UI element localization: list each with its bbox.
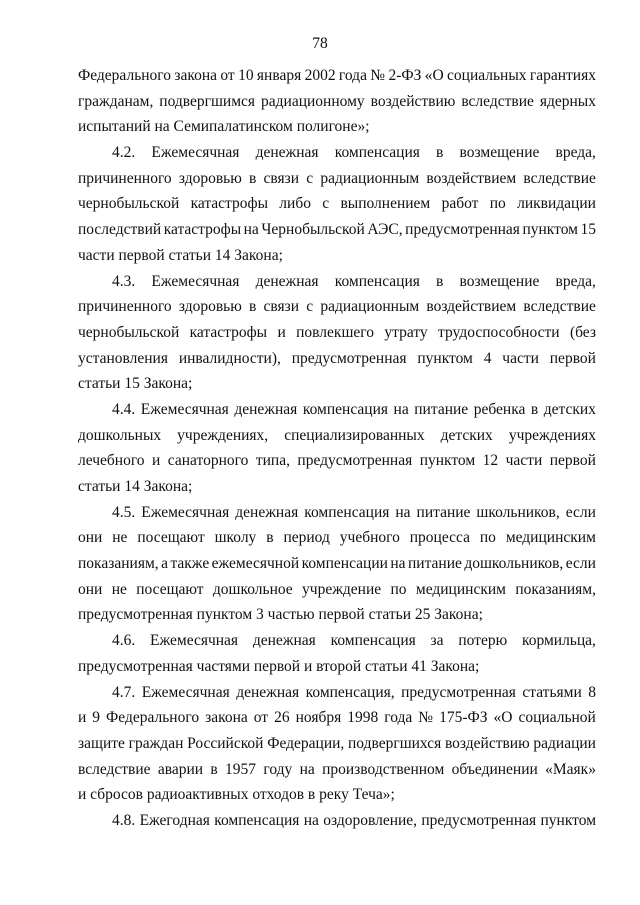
text-line: предусмотренная пунктом 3 частью первой статьи 25 Закона; bbox=[78, 606, 483, 624]
text-word: (без bbox=[569, 323, 596, 341]
text-word: 1957 bbox=[225, 760, 257, 778]
text-word: пунктом bbox=[540, 811, 596, 829]
text-word: и bbox=[78, 709, 87, 727]
text-word: на bbox=[299, 760, 315, 778]
text-word: причиненного bbox=[78, 169, 172, 187]
text-word: не bbox=[112, 529, 128, 547]
text-word: 10 bbox=[238, 67, 254, 84]
text-word: компенсация bbox=[304, 503, 390, 521]
text-word: ноября bbox=[295, 709, 342, 727]
text-line bbox=[78, 346, 596, 372]
text-word: трудоспособности bbox=[438, 323, 560, 341]
text-word: 4 bbox=[483, 349, 492, 367]
text-word: года bbox=[384, 709, 413, 727]
text-word: потерю bbox=[458, 632, 508, 650]
text-word: Чернобыльской bbox=[261, 221, 365, 239]
text-word: детских bbox=[543, 400, 596, 418]
text-word: защите bbox=[78, 734, 125, 752]
text-word: закона bbox=[205, 709, 248, 727]
text-word: 4.7. bbox=[112, 683, 136, 701]
text-word: 8 bbox=[588, 683, 596, 701]
text-word: в bbox=[266, 529, 274, 547]
text-word: на bbox=[390, 555, 406, 573]
text-word: производственном bbox=[322, 760, 445, 778]
text-word: детских bbox=[440, 426, 493, 444]
text-line bbox=[78, 140, 596, 166]
text-line: испытаний на Семипалатинском полигоне»; bbox=[78, 118, 370, 136]
text-word: они bbox=[78, 580, 103, 598]
text-word: на bbox=[395, 503, 411, 521]
text-word: денежная bbox=[235, 503, 299, 521]
text-word: вследствие bbox=[523, 298, 596, 316]
text-word: процесса bbox=[409, 529, 470, 547]
text-word: учреждение bbox=[302, 580, 382, 598]
text-word: по bbox=[390, 580, 407, 598]
text-word: катастрофы bbox=[190, 195, 268, 213]
text-word: повлекшего bbox=[296, 323, 374, 341]
text-word: № bbox=[418, 709, 434, 727]
text-word: Ежегодная bbox=[139, 811, 210, 829]
text-word: 4.6. bbox=[112, 632, 136, 650]
text-word: если bbox=[565, 555, 596, 573]
text-word: 4.3. bbox=[112, 272, 136, 290]
text-word: 12 bbox=[482, 452, 499, 470]
text-word: возмещение bbox=[459, 144, 540, 162]
text-word: вреда, bbox=[555, 144, 596, 162]
text-word: по bbox=[479, 529, 496, 547]
text-line: и сбросов радиоактивных отходов в реку Теча»; bbox=[78, 786, 395, 804]
text-word: компенсация bbox=[330, 632, 416, 650]
text-word: части bbox=[502, 349, 539, 367]
text-word: пунктом bbox=[419, 452, 476, 470]
text-line bbox=[78, 191, 596, 217]
text-word: питание bbox=[414, 400, 469, 418]
text-word: 2002 bbox=[304, 67, 336, 84]
text-word: статьями bbox=[522, 683, 582, 701]
text-word: предусмотренная bbox=[405, 221, 520, 239]
text-word: компенсация bbox=[334, 144, 420, 162]
text-word: с bbox=[306, 298, 314, 316]
text-word: пунктом bbox=[417, 349, 473, 367]
text-word: учреждениях, bbox=[177, 426, 269, 444]
text-word: компенсация bbox=[214, 811, 300, 829]
text-word: предусмотренная bbox=[291, 349, 407, 367]
text-word: лечебного bbox=[78, 452, 145, 470]
text-word: вследствие bbox=[461, 92, 534, 110]
text-word: от bbox=[253, 709, 269, 727]
text-word: АЭС, bbox=[367, 221, 403, 239]
text-word: медицинским bbox=[415, 580, 506, 598]
text-word: 15 bbox=[580, 221, 596, 239]
text-word: 4.2. bbox=[112, 144, 136, 162]
text-word: социальных bbox=[447, 67, 527, 84]
text-word: Федерального bbox=[78, 67, 172, 84]
text-line bbox=[78, 808, 596, 834]
text-word: компенсации bbox=[301, 555, 388, 573]
text-word: Федерального bbox=[106, 709, 200, 727]
text-word: Федерации, bbox=[267, 734, 345, 752]
text-line bbox=[78, 63, 596, 89]
text-word: вследствие bbox=[78, 760, 151, 778]
text-word: школьников, bbox=[476, 503, 560, 521]
text-word: 4.8. bbox=[112, 811, 136, 829]
text-word: аварии bbox=[157, 760, 204, 778]
text-word: компенсация, bbox=[305, 683, 395, 701]
text-line bbox=[78, 705, 596, 731]
text-word: предусмотренная bbox=[421, 811, 537, 829]
text-word: предусмотренная bbox=[401, 683, 516, 701]
text-word: инвалидности), bbox=[178, 349, 281, 367]
text-line bbox=[78, 628, 596, 654]
text-word: граждан bbox=[128, 734, 184, 752]
text-word: специализированных bbox=[284, 426, 425, 444]
text-word: января bbox=[256, 67, 302, 84]
text-line bbox=[78, 397, 596, 423]
text-word: Ежемесячная bbox=[140, 400, 229, 418]
text-line: предусмотренная частями первой и второй статьи 41 Закона; bbox=[78, 657, 480, 675]
text-word: воздействием bbox=[426, 298, 517, 316]
text-word: показаниям, bbox=[78, 555, 159, 573]
text-word: 4.5. bbox=[112, 503, 136, 521]
document-body bbox=[78, 63, 596, 834]
text-word: денежная bbox=[234, 400, 298, 418]
text-line: части первой статьи 14 Закона; bbox=[78, 246, 283, 264]
text-word: дошкольных bbox=[78, 426, 162, 444]
text-word: Российской bbox=[187, 734, 264, 752]
text-word: 4.4. bbox=[112, 400, 136, 418]
text-word: № bbox=[370, 67, 386, 84]
text-word: связи bbox=[263, 298, 300, 316]
text-word: компенсация bbox=[302, 400, 389, 418]
text-word: 9 bbox=[92, 709, 101, 727]
text-word: учебного bbox=[339, 529, 400, 547]
text-line bbox=[78, 577, 596, 603]
text-word: показаниям, bbox=[515, 580, 596, 598]
text-line bbox=[78, 551, 596, 577]
text-word: 175-ФЗ bbox=[439, 709, 488, 727]
text-line bbox=[78, 500, 596, 526]
text-word: денежная bbox=[236, 683, 300, 701]
text-word: вследствие bbox=[523, 169, 596, 187]
text-word: санаторного bbox=[167, 452, 249, 470]
text-word: части bbox=[505, 452, 543, 470]
text-line bbox=[78, 269, 596, 295]
text-word: связи bbox=[263, 169, 300, 187]
text-word: первой bbox=[549, 349, 596, 367]
text-line bbox=[78, 217, 596, 243]
text-word: в bbox=[210, 760, 218, 778]
text-word: вреда, bbox=[555, 272, 596, 290]
text-word: воздействию bbox=[444, 734, 530, 752]
text-word: последствий bbox=[78, 221, 162, 239]
text-word: в bbox=[249, 169, 257, 187]
text-word: здоровью bbox=[178, 298, 242, 316]
text-word: «Маяк» bbox=[545, 760, 596, 778]
text-word: закона bbox=[174, 67, 218, 84]
text-word: ежемесячной bbox=[211, 555, 300, 573]
text-word: оздоровление, bbox=[323, 811, 418, 829]
text-word: дошкольников, bbox=[464, 555, 564, 573]
text-word: катастрофы bbox=[189, 323, 268, 341]
text-word: и bbox=[152, 452, 161, 470]
text-word: они bbox=[78, 529, 103, 547]
text-word: компенсация bbox=[334, 272, 420, 290]
text-word: здоровью bbox=[178, 169, 242, 187]
text-line bbox=[78, 320, 596, 346]
text-word: радиационным bbox=[320, 169, 420, 187]
text-word: типа, bbox=[255, 452, 290, 470]
text-word: Ежемесячная bbox=[151, 272, 240, 290]
text-line: статьи 15 Закона; bbox=[78, 375, 193, 393]
text-word: на bbox=[303, 811, 319, 829]
text-word: чернобыльской bbox=[78, 195, 180, 213]
text-word: на bbox=[243, 221, 259, 239]
text-word: на bbox=[393, 400, 409, 418]
text-word: гарантиях bbox=[529, 67, 596, 84]
text-line bbox=[78, 525, 596, 551]
text-word: за bbox=[430, 632, 444, 650]
text-word: ребенка bbox=[473, 400, 526, 418]
text-word: медицинским bbox=[505, 529, 596, 547]
text-word: также bbox=[170, 555, 210, 573]
text-line bbox=[78, 89, 596, 115]
text-line bbox=[78, 680, 596, 706]
text-line bbox=[78, 166, 596, 192]
text-word: катастрофы bbox=[163, 221, 242, 239]
text-word: ядерных bbox=[539, 92, 596, 110]
text-word: дошкольное bbox=[212, 580, 293, 598]
text-word: Ежемесячная bbox=[141, 683, 230, 701]
text-word: подвергшимся bbox=[159, 92, 256, 110]
text-word: посещают bbox=[137, 529, 205, 547]
text-word: гражданам, bbox=[78, 92, 154, 110]
text-word: школу bbox=[214, 529, 257, 547]
text-word: Ежемесячная bbox=[150, 632, 239, 650]
text-word: посещают bbox=[136, 580, 204, 598]
text-line bbox=[78, 294, 596, 320]
text-line bbox=[78, 448, 596, 474]
text-word: утрату bbox=[384, 323, 428, 341]
text-word: объединении bbox=[451, 760, 538, 778]
text-line bbox=[78, 423, 596, 449]
text-word: в bbox=[249, 298, 257, 316]
text-word: Ежемесячная bbox=[151, 144, 240, 162]
text-word: воздействием bbox=[426, 169, 517, 187]
text-word: выполнением bbox=[340, 195, 431, 213]
text-word: года bbox=[338, 67, 367, 84]
text-word: в bbox=[530, 400, 539, 418]
text-word: чернобыльской bbox=[78, 323, 180, 341]
text-word: Ежемесячная bbox=[141, 503, 230, 521]
text-word: учреждениях bbox=[508, 426, 596, 444]
text-word: денежная bbox=[252, 632, 316, 650]
text-word: причиненного bbox=[78, 298, 172, 316]
text-word: по bbox=[489, 195, 506, 213]
text-word: «О bbox=[493, 709, 513, 727]
text-line: статьи 14 Закона; bbox=[78, 478, 193, 495]
text-word: и bbox=[277, 323, 286, 341]
text-word: предусмотренная bbox=[297, 452, 413, 470]
text-line bbox=[78, 731, 596, 757]
text-word: социальной bbox=[518, 709, 596, 727]
text-word: питание bbox=[408, 555, 462, 573]
text-word: работ bbox=[441, 195, 479, 213]
text-word: не bbox=[111, 580, 127, 598]
text-word: 2-ФЗ bbox=[388, 67, 422, 84]
text-word: установления bbox=[78, 349, 168, 367]
page-number: 78 bbox=[312, 35, 328, 52]
text-word: 26 bbox=[274, 709, 290, 727]
text-word: питание bbox=[416, 503, 471, 521]
text-word: первой bbox=[549, 452, 596, 470]
text-word: пунктом bbox=[522, 221, 578, 239]
text-word: в bbox=[436, 144, 444, 162]
text-word: а bbox=[161, 555, 168, 573]
text-word: радиации bbox=[533, 734, 596, 752]
text-word: с bbox=[322, 195, 330, 213]
text-word: в bbox=[436, 272, 444, 290]
text-word: году bbox=[263, 760, 293, 778]
text-word: 1998 bbox=[347, 709, 379, 727]
text-word: возмещение bbox=[459, 272, 540, 290]
text-word: радиационному bbox=[261, 92, 365, 110]
text-word: либо bbox=[279, 195, 311, 213]
text-word: подвергшихся bbox=[348, 734, 442, 752]
text-word: ликвидации bbox=[517, 195, 596, 213]
text-word: «О bbox=[424, 67, 444, 84]
text-word: воздействию bbox=[370, 92, 456, 110]
text-word: если bbox=[565, 503, 596, 521]
text-word: денежная bbox=[255, 272, 319, 290]
text-word: от bbox=[220, 67, 235, 84]
text-word: денежная bbox=[255, 144, 319, 162]
text-word: радиационным bbox=[320, 298, 420, 316]
text-word: кормильца, bbox=[521, 632, 596, 650]
text-word: с bbox=[306, 169, 314, 187]
text-line bbox=[78, 757, 596, 783]
text-word: период bbox=[283, 529, 330, 547]
